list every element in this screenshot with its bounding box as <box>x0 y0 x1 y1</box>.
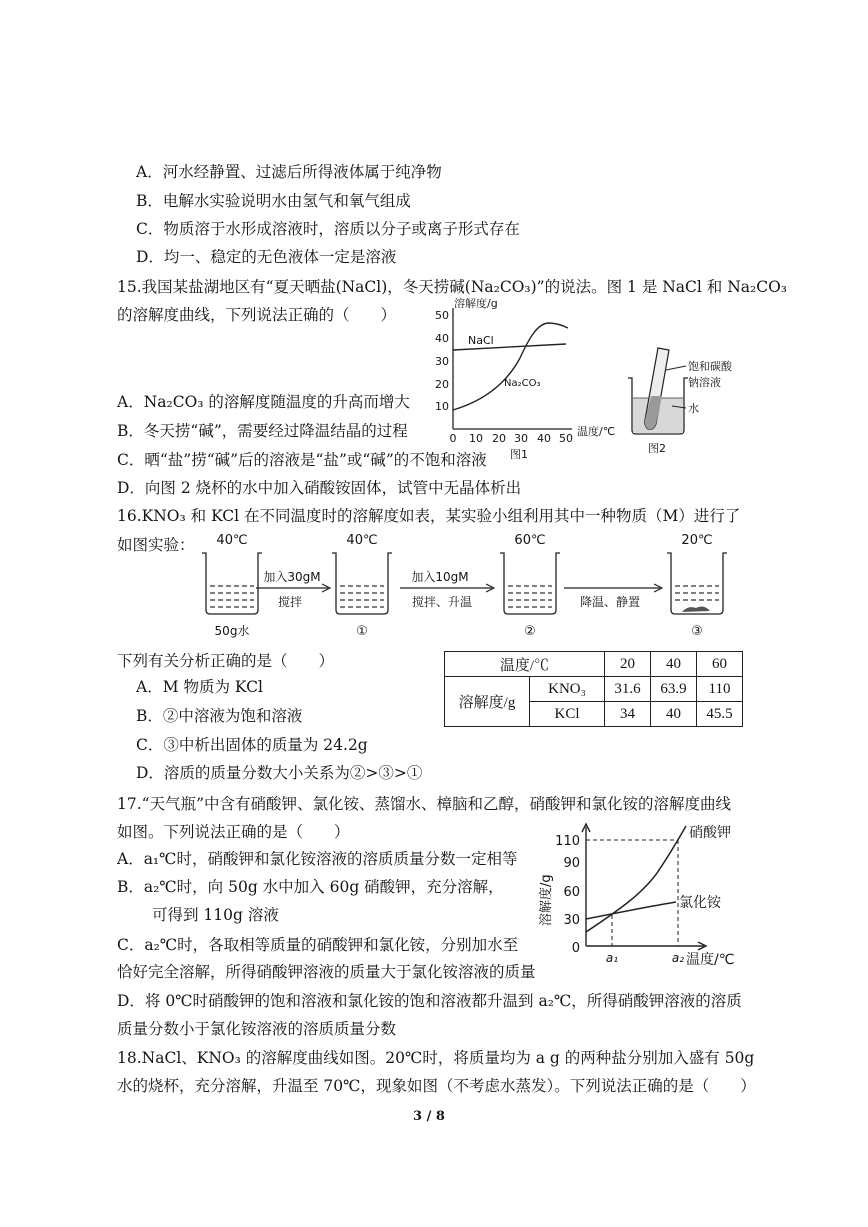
q17-kno3-label: 硝酸钾 <box>689 825 731 841</box>
beaker3-temp: 20℃ <box>681 533 713 548</box>
table-temp-40: 40 <box>651 652 697 677</box>
q15-option-b: B．冬天捞“碱”，需要经过降温结晶的过程 <box>117 422 408 440</box>
q17-x-axis-label: 温度/℃ <box>686 952 735 968</box>
beaker0-temp: 40℃ <box>216 533 248 548</box>
q16-experiment-diagram <box>190 528 730 643</box>
q17-stem-line2: 如图。下列说法正确的是（ ） <box>117 823 350 841</box>
fig2-label-solution: 钠溶液 <box>688 376 721 389</box>
q15-solubility-chart <box>420 296 620 464</box>
q15-option-c: C．晒“盐”捞“碱”后的溶液是“盐”或“碱”的不饱和溶液 <box>117 451 487 469</box>
q18-stem-line2: 水的烧杯，充分溶解，升温至 70℃，现象如图（不考虑水蒸发）。下列说法正确的是（ ） <box>117 1077 756 1095</box>
fig2-label-saturated: 饱和碳酸 <box>688 360 732 373</box>
q16-option-a: A．M 物质为 KCl <box>136 678 263 696</box>
table-kcl-60: 45.5 <box>697 702 743 727</box>
fig1-caption: 图1 <box>510 448 528 461</box>
q17-option-c-line1: C．a₂℃时，各取相等质量的硝酸钾和氯化铵，分别加水至 <box>117 936 519 954</box>
fig1-xtick-20: 20 <box>492 432 506 445</box>
fig1-ytick-20: 20 <box>435 378 449 391</box>
q16-option-c: C．③中析出固体的质量为 24.2g <box>136 736 368 754</box>
q14-option-a: A．河水经静置、过滤后所得液体属于纯净物 <box>136 163 442 181</box>
beaker3 <box>667 553 727 614</box>
q14-option-c: C．物质溶于水形成溶液时，溶质以分子或离子形式存在 <box>136 220 520 238</box>
q16-stem-line1: 16.KNO₃ 和 KCl 在不同温度时的溶解度如表，某实验小组利用其中一种物质（M）进行了 <box>117 507 741 525</box>
beaker1 <box>332 553 392 614</box>
beaker3-mark: ③ <box>691 624 703 639</box>
table-kno3-40: 63.9 <box>651 677 697 702</box>
q14-option-b: B．电解水实验说明水由氢气和氧气组成 <box>136 192 411 210</box>
q15-stem-line2: 的溶解度曲线，下列说法正确的（ ） <box>117 306 397 324</box>
q17-ytick-0: 0 <box>571 941 580 956</box>
q17-nh4cl-curve <box>586 902 676 919</box>
q15-option-a: A．Na₂CO₃ 的溶解度随温度的升高而增大 <box>117 393 410 411</box>
table-head-temp: 温度/℃ <box>445 652 605 677</box>
table-temp-60: 60 <box>697 652 743 677</box>
fig1-xtick-0: 0 <box>449 432 457 445</box>
q17-stem-line1: 17.“天气瓶”中含有硝酸钾、氯化铵、蒸馏水、樟脑和乙醇，硝酸钾和氯化铵的溶解度曲线 <box>117 795 732 813</box>
table-kcl-label: KCl <box>530 702 605 727</box>
q17-option-b-line2: 可得到 110g 溶液 <box>152 906 279 924</box>
beaker2-temp: 60℃ <box>514 533 546 548</box>
q17-option-c-line2: 恰好完全溶解，所得硝酸钾溶液的质量大于氯化铵溶液的质量 <box>117 963 536 981</box>
table-temp-20: 20 <box>605 652 651 677</box>
table-row-label: 溶解度/g <box>445 677 530 727</box>
q17-nh4cl-label: 氯化铵 <box>679 895 721 911</box>
q17-a1-tick: a₁ <box>605 951 619 965</box>
fig1-xtick-40: 40 <box>537 432 551 445</box>
q16-solubility-table <box>444 651 743 727</box>
q17-option-a: A．a₁℃时，硝酸钾和氯化铵溶液的溶质质量分数一定相等 <box>117 850 518 868</box>
arrow2-bottom: 搅拌、升温 <box>411 595 473 609</box>
q17-ytick-60: 60 <box>563 885 580 900</box>
fig1-nacl-label: NaCl <box>468 334 494 347</box>
q15-stem-line1: 15.我国某盐湖地区有“夏天晒盐(NaCl)，冬天捞碱(Na₂CO₃)”的说法。图 1 是 NaCl 和 Na₂CO₃ <box>117 278 788 296</box>
beaker0 <box>202 553 262 614</box>
fig1-xtick-30: 30 <box>514 432 528 445</box>
arrow1-top: 加入30gM <box>263 570 321 584</box>
q17-y-axis-label: 溶解度/g <box>539 874 554 926</box>
arrow1-bottom: 搅拌 <box>277 595 303 609</box>
beaker1-temp: 40℃ <box>346 533 378 548</box>
q17-solubility-chart <box>536 822 746 972</box>
fig1-ytick-30: 30 <box>435 355 449 368</box>
fig1-ytick-10: 10 <box>435 400 449 413</box>
q15-option-d: D．向图 2 烧杯的水中加入硝酸铵固体，试管中无晶体析出 <box>117 479 522 497</box>
table-kcl-40: 40 <box>651 702 697 727</box>
q17-option-d-line1: D．将 0℃时硝酸钾的饱和溶液和氯化铵的饱和溶液都升温到 a₂℃，所得硝酸钾溶液的溶质 <box>117 992 742 1010</box>
table-kno3-label: KNO₃ <box>530 677 605 702</box>
fig1-ytick-40: 40 <box>435 332 449 345</box>
q17-option-d-line2: 质量分数小于氯化铵溶液的溶质质量分数 <box>117 1020 397 1038</box>
q16-option-b: B．②中溶液为饱和溶液 <box>136 707 303 725</box>
table-kno3-20: 31.6 <box>605 677 651 702</box>
page-number: 3 / 8 <box>413 1109 445 1124</box>
q14-option-d: D．均一、稳定的无色液体一定是溶液 <box>136 248 397 266</box>
fig2-caption: 图2 <box>648 442 666 455</box>
q17-ytick-30: 30 <box>563 913 580 928</box>
q16-stem-line2: 如图实验： <box>117 536 195 554</box>
beaker1-mark: ① <box>356 624 368 639</box>
q17-a2-tick: a₂ <box>671 951 685 965</box>
q17-ytick-110: 110 <box>555 834 580 849</box>
beaker3-crystals <box>682 607 710 612</box>
q17-option-b-line1: B．a₂℃时，向 50g 水中加入 60g 硝酸钾，充分溶解， <box>117 878 504 896</box>
fig1-na2co3-label: Na₂CO₃ <box>504 378 541 389</box>
table-kcl-20: 34 <box>605 702 651 727</box>
arrow2-top: 加入10gM <box>411 570 469 584</box>
q17-ytick-90: 90 <box>563 856 580 871</box>
fig1-xtick-10: 10 <box>469 432 483 445</box>
fig1-ytick-50: 50 <box>435 309 449 322</box>
beaker2 <box>500 553 560 614</box>
beaker2-mark: ② <box>524 624 536 639</box>
q16-intro: 下列有关分析正确的是（ ） <box>117 652 335 670</box>
fig1-xtick-50: 50 <box>559 432 573 445</box>
fig2-label-water: 水 <box>688 402 699 415</box>
arrow3-bottom: 降温、静置 <box>579 595 641 609</box>
beaker0-water: 50g水 <box>214 624 250 638</box>
q16-option-d: D．溶质的质量分数大小关系为②>③>① <box>136 764 423 782</box>
fig1-y-axis-label: 溶解度/g <box>454 297 498 310</box>
table-kno3-60: 110 <box>697 677 743 702</box>
fig1-x-axis-label: 温度/℃ <box>577 425 616 438</box>
q18-stem-line1: 18.NaCl、KNO₃ 的溶解度曲线如图。20℃时，将质量均为 a g 的两种盐分别加入盛有 50g <box>117 1049 755 1067</box>
q15-beaker-figure <box>622 346 742 458</box>
